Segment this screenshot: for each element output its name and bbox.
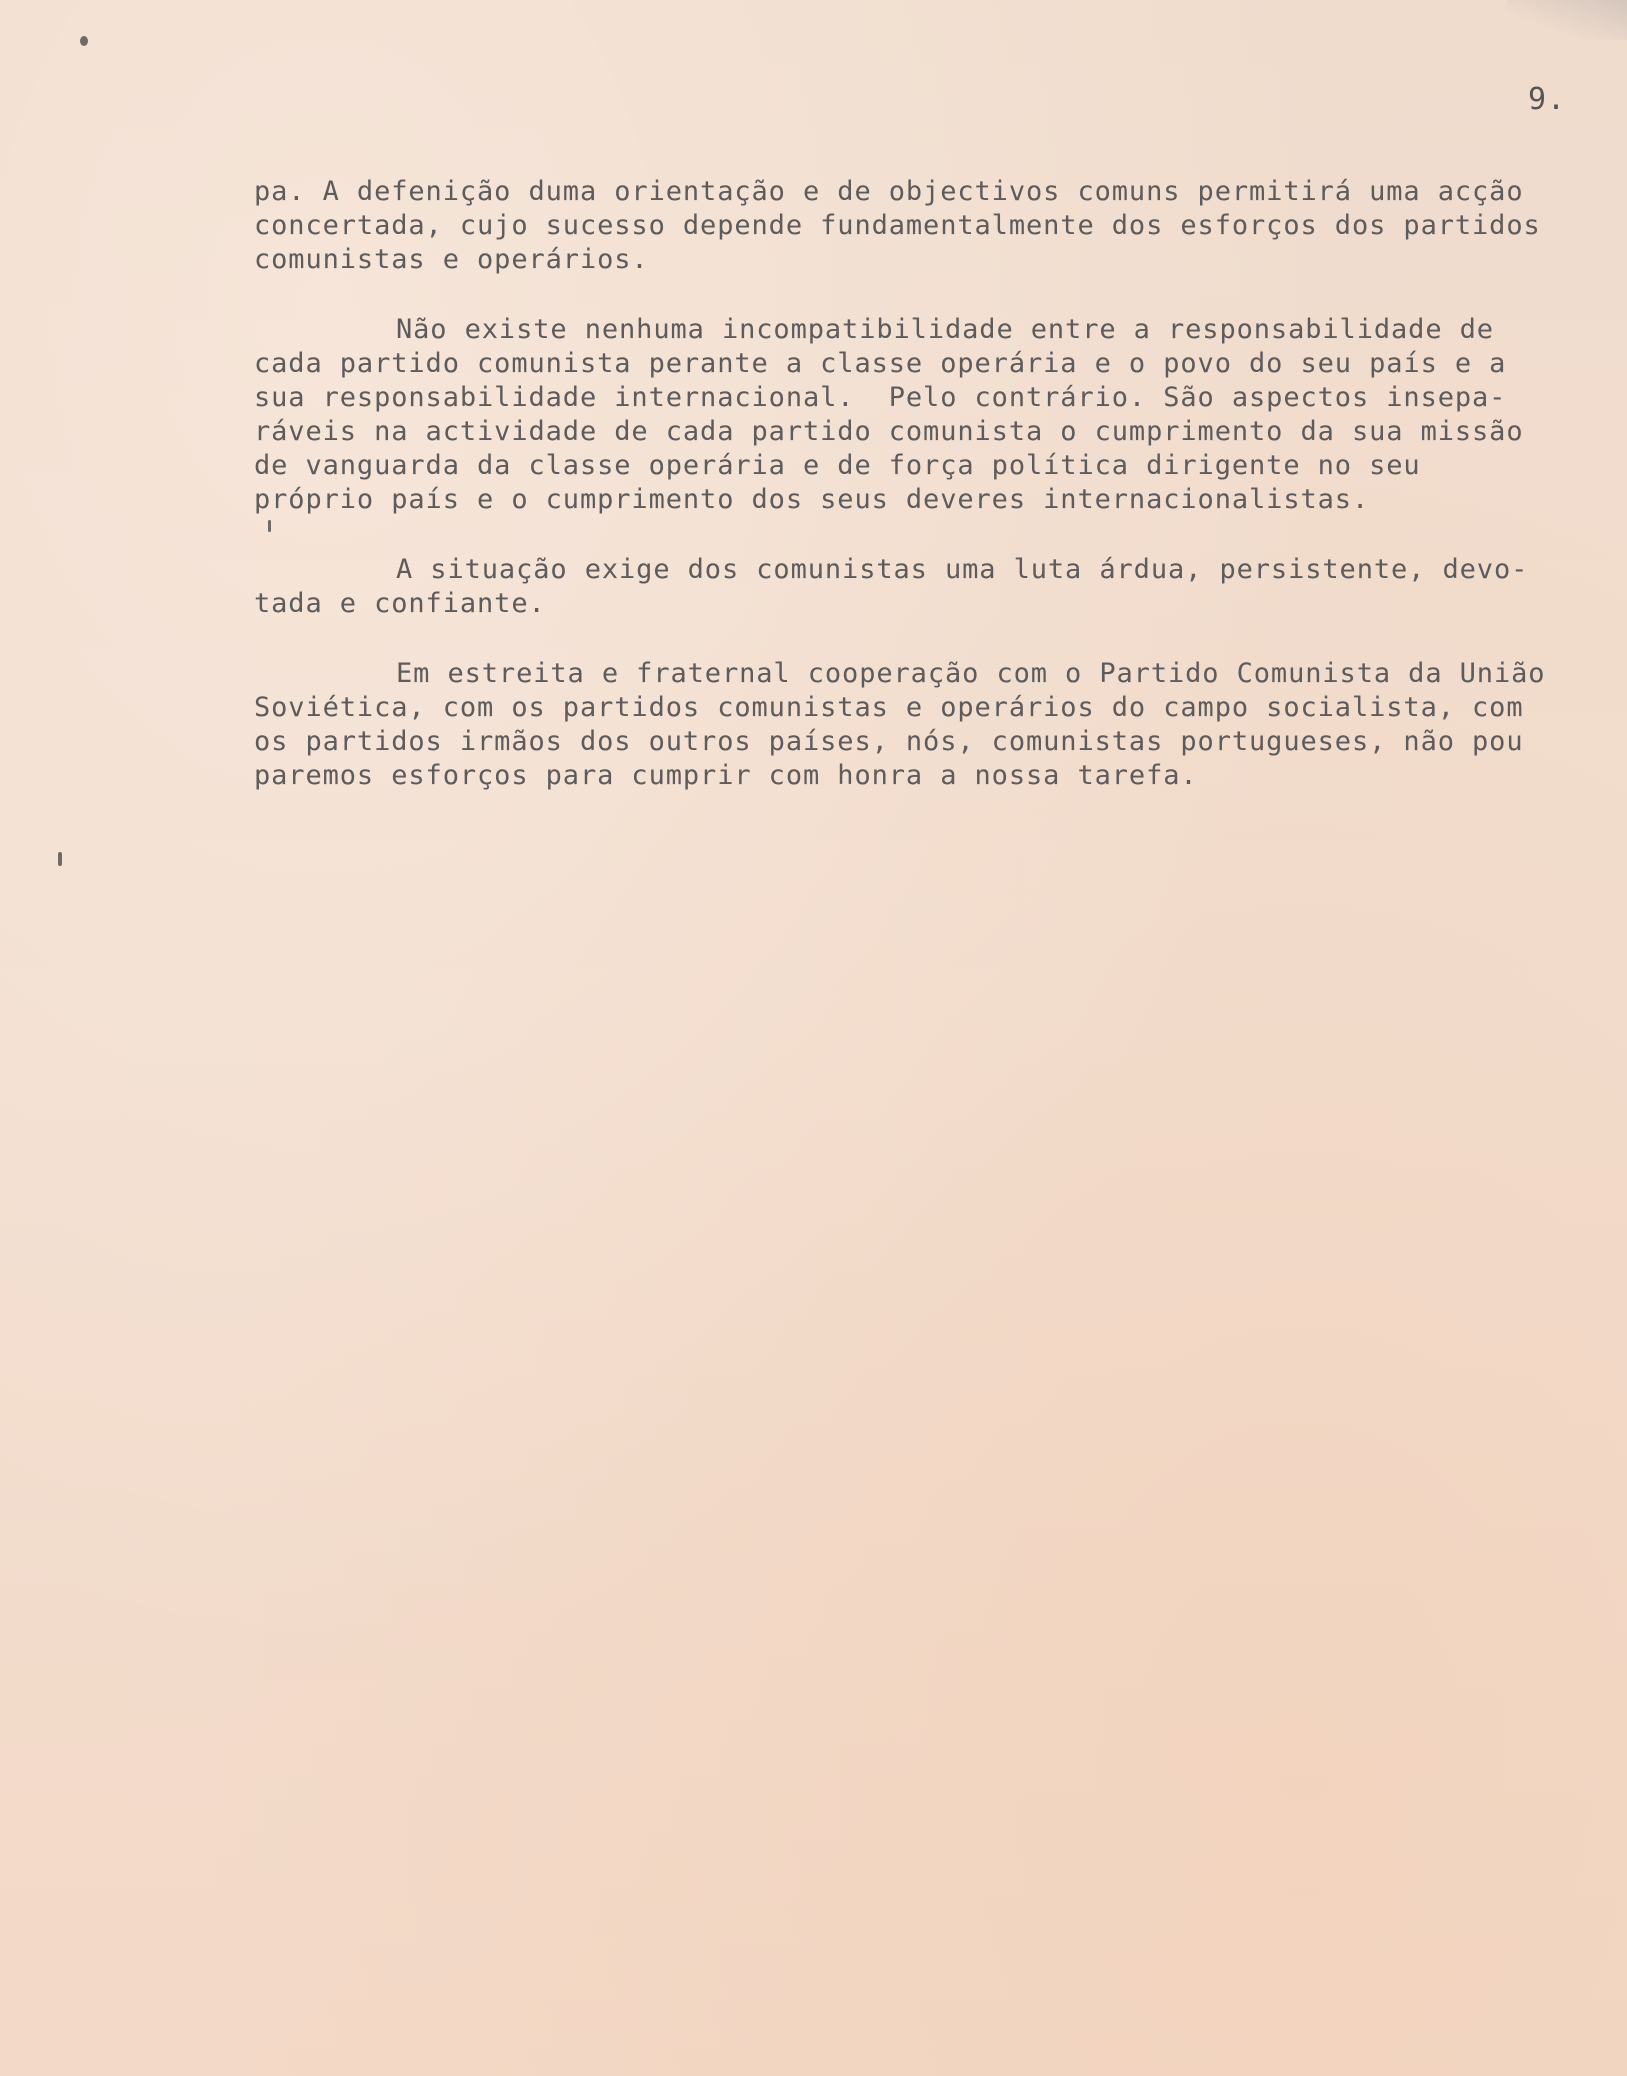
text-line: tada e confiante. — [254, 588, 546, 619]
text-line: cada partido comunista perante a classe operária e o povo do seu país e a — [254, 348, 1507, 379]
text-line: de vanguarda da classe operária e de força política dirigente no seu — [254, 450, 1421, 481]
text-line: Não existe nenhuma incompatibilidade entre a responsabilidade de — [396, 314, 1494, 345]
paragraph-2 — [254, 313, 1584, 517]
text-line: concertada, cujo sucesso depende fundamentalmente dos esforços dos partidos — [254, 210, 1541, 241]
text-line: Soviética, com os partidos comunistas e operários do campo socialista, com — [254, 692, 1524, 723]
paragraph-4 — [254, 657, 1584, 793]
page-number: 9. — [1528, 82, 1567, 117]
text-line: pa. A defenição duma orientação e de objectivos comuns permitirá uma acção — [254, 176, 1524, 207]
ink-speck — [58, 852, 62, 866]
text-line: sua responsabilidade internacional. Pelo contrário. São aspectos insepa- — [254, 382, 1507, 413]
text-line: comunistas e operários. — [254, 244, 649, 275]
document-body — [254, 175, 1584, 829]
text-line: próprio país e o cumprimento dos seus deveres internacionalistas. — [254, 484, 1370, 515]
paragraph-3 — [254, 553, 1584, 621]
text-line: paremos esforços para cumprir com honra a nossa tarefa. — [254, 760, 1198, 791]
text-line: A situação exige dos comunistas uma luta árdua, persistente, devo- — [396, 554, 1529, 585]
text-line: Em estreita e fraternal cooperação com o Partido Comunista da União — [396, 658, 1546, 689]
ink-speck — [80, 36, 88, 46]
paper-corner-shadow — [1507, 0, 1627, 40]
text-line: ráveis na actividade de cada partido comunista o cumprimento da sua missão — [254, 416, 1524, 447]
paragraph-1 — [254, 175, 1584, 277]
text-line: os partidos irmãos dos outros países, nós, comunistas portugueses, não pou — [254, 726, 1524, 757]
